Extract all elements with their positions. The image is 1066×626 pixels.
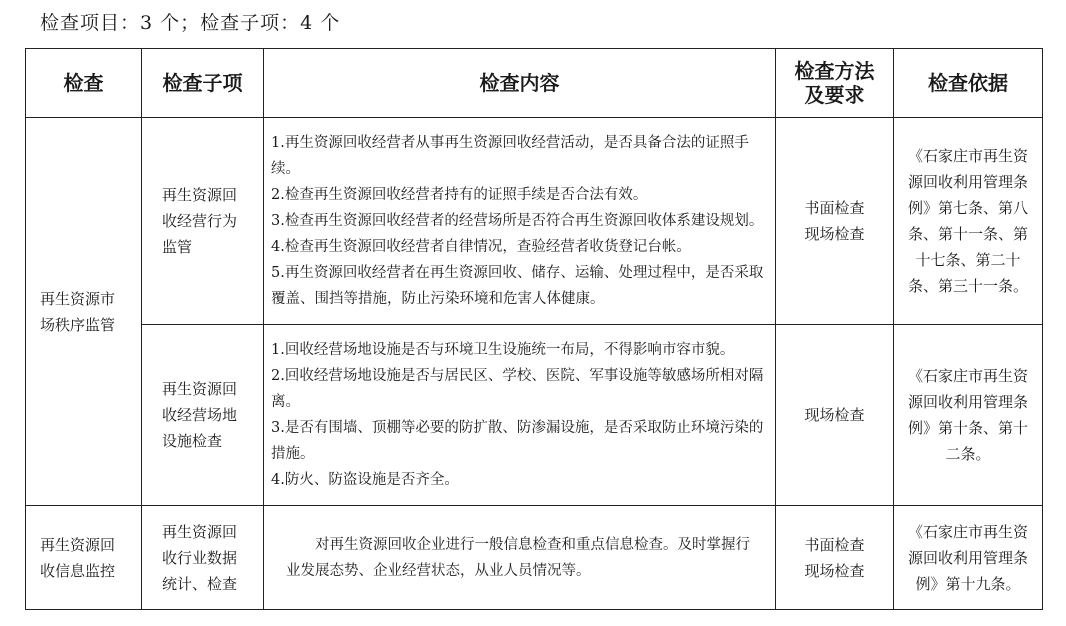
method-text: 书面检查 [804,199,865,217]
method-text: 现场检查 [804,406,865,424]
header-category: 检查 [26,49,142,118]
method-cell [776,118,894,325]
content-line: 3.检查再生资源回收经营者的经营场所是否符合再生资源回收体系建设规划。 [271,213,764,229]
header-subitem: 检查子项 [142,49,264,118]
table-row [26,118,1043,325]
content-line: 2.回收经营场地设施是否与居民区、学校、医院、军事设施等敏感场所相对隔离。 [271,368,764,410]
content-line: 1.回收经营场地设施是否与环境卫生设施统一布局，不得影响市容市貌。 [271,342,735,358]
method-text: 现场检查 [804,561,865,580]
inspection-table [25,48,1043,610]
method-cell [776,506,894,610]
header-content: 检查内容 [264,49,776,118]
content-line: 2.检查再生资源回收经营者持有的证照手续是否合法有效。 [271,187,648,203]
header-row [26,49,1043,118]
basis-cell: 《石家庄市再生资源回收利用管理条例》第十九条。 [894,506,1043,610]
subitem-cell: 再生资源回收经营行为监管 [142,118,264,325]
content-cell [264,325,776,506]
method-text: 现场检查 [804,225,865,243]
table-row [26,506,1043,610]
content-line: 1.再生资源回收经营者从事再生资源回收经营活动，是否具备合法的证照手续。 [271,135,749,177]
content-cell [264,506,776,610]
content-line: 4.防火、防盗设施是否齐全。 [271,472,459,488]
content-paragraph: 对再生资源回收企业进行一般信息检查和重点信息检查。及时掌握行业发展态势、企业经营状态，从业人员情况等。 [286,536,750,579]
basis-cell: 《石家庄市再生资源回收利用管理条例》第七条、第八条、第十一条、第十七条、第二十条、第三十一条。 [894,118,1043,325]
content-line: 3.是否有围墙、顶棚等必要的防扩散、防渗漏设施，是否采取防止环境污染的措施。 [271,420,764,462]
content-cell [264,118,776,325]
subitem-cell: 再生资源回收经营场地设施检查 [142,325,264,506]
category-cell: 再生资源回收信息监控 [26,506,142,610]
method-cell [776,325,894,506]
header-basis: 检查依据 [894,49,1043,118]
basis-cell: 《石家庄市再生资源回收利用管理条例》第十条、第十二条。 [894,325,1043,506]
table-row [26,325,1043,506]
header-method: 检查方法及要求 [776,49,894,118]
subitem-cell: 再生资源回收行业数据统计、检查 [142,506,264,610]
content-line: 5.再生资源回收经营者在再生资源回收、储存、运输、处理过程中，是否采取覆盖、围挡等措施，防止污染环境和危害人体健康。 [271,265,764,307]
method-text: 书面检查 [804,535,865,554]
summary-line: 检查项目：3 个；检查子项：4 个 [40,12,341,34]
category-cell: 再生资源市场秩序监管 [26,118,142,506]
content-line: 4.检查再生资源回收经营者自律情况，查验经营者收货登记台帐。 [271,239,691,255]
